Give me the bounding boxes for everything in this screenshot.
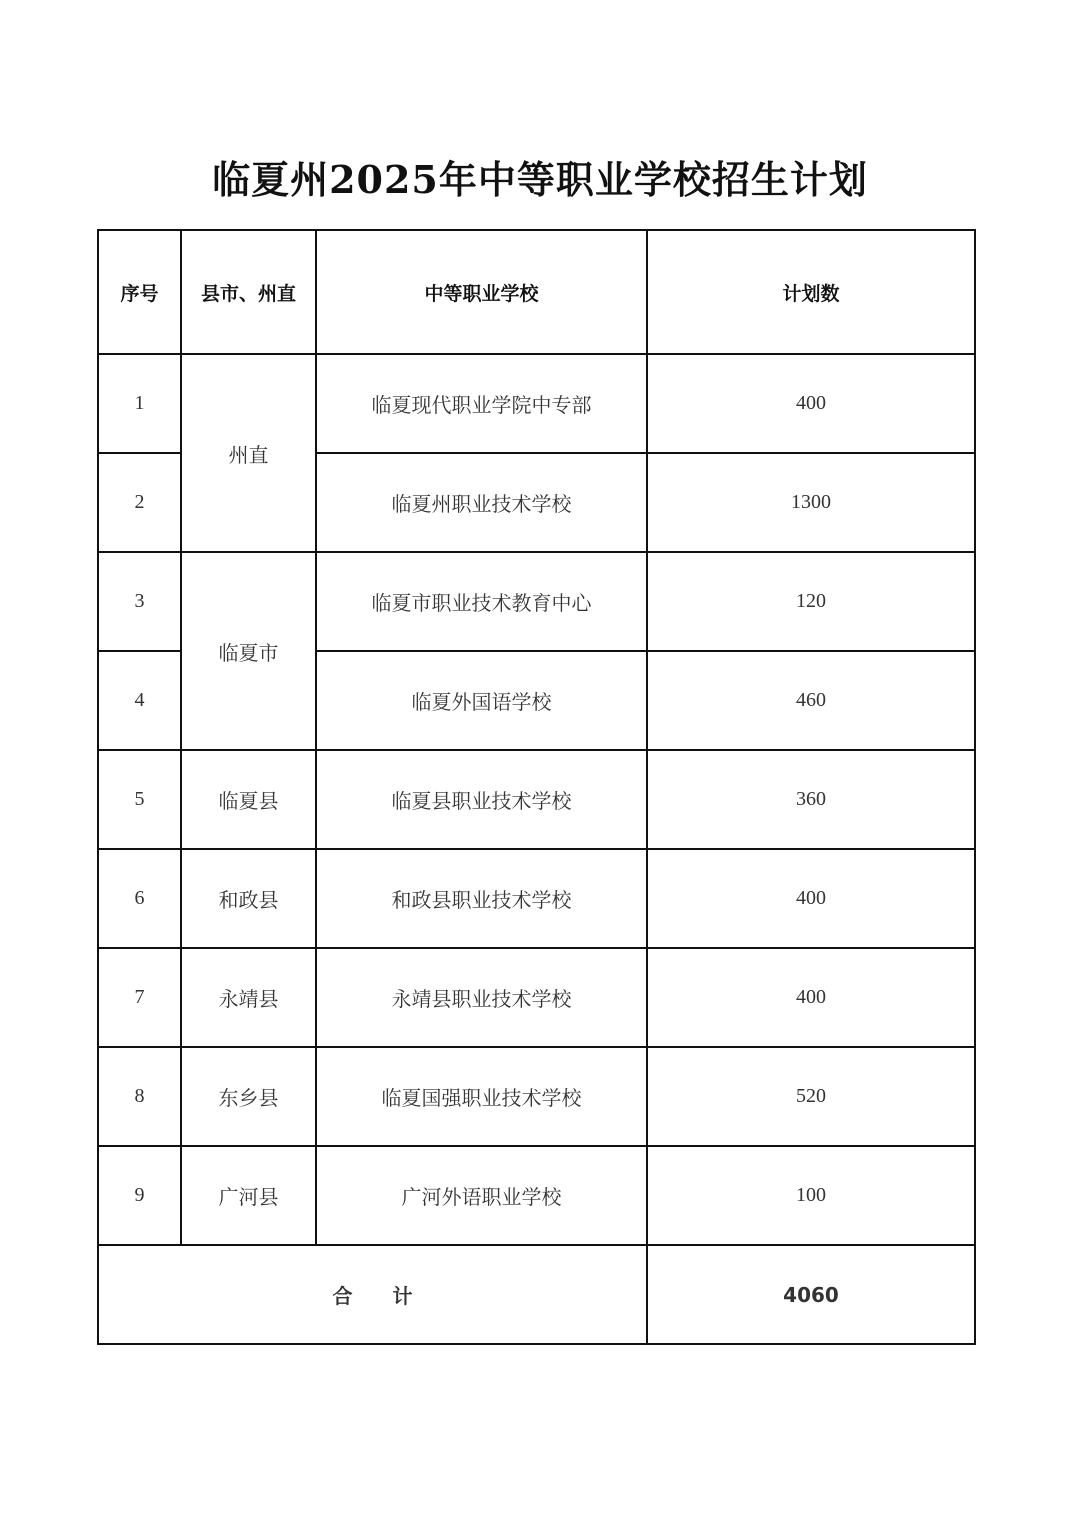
row-region: 东乡县 <box>181 1047 316 1146</box>
row-region: 临夏县 <box>181 750 316 849</box>
table-row <box>98 1047 975 1146</box>
table-row <box>98 552 975 651</box>
row-region: 临夏市 <box>181 552 316 750</box>
row-region: 和政县 <box>181 849 316 948</box>
row-plan: 400 <box>647 849 975 948</box>
row-index: 9 <box>98 1146 181 1245</box>
total-label: 合计 <box>332 1284 453 1308</box>
row-school: 永靖县职业技术学校 <box>316 948 647 1047</box>
table-header-row <box>98 230 975 354</box>
row-index: 7 <box>98 948 181 1047</box>
row-school: 广河外语职业学校 <box>316 1146 647 1245</box>
table-row <box>98 1146 975 1245</box>
row-index: 8 <box>98 1047 181 1146</box>
row-school: 临夏外国语学校 <box>316 651 647 750</box>
row-school: 和政县职业技术学校 <box>316 849 647 948</box>
row-plan: 460 <box>647 651 975 750</box>
header-region: 县市、州直 <box>181 230 316 354</box>
page-title: 临夏州2025年中等职业学校招生计划 <box>212 157 868 202</box>
table-row <box>98 849 975 948</box>
total-label-cell <box>98 1245 647 1344</box>
row-index: 2 <box>98 453 181 552</box>
row-plan: 100 <box>647 1146 975 1245</box>
header-index: 序号 <box>98 230 181 354</box>
row-plan: 120 <box>647 552 975 651</box>
row-plan: 360 <box>647 750 975 849</box>
total-value: 4060 <box>647 1245 975 1344</box>
header-plan: 计划数 <box>647 230 975 354</box>
row-school: 临夏市职业技术教育中心 <box>316 552 647 651</box>
row-plan: 400 <box>647 948 975 1047</box>
row-index: 4 <box>98 651 181 750</box>
row-school: 临夏国强职业技术学校 <box>316 1047 647 1146</box>
row-region: 州直 <box>181 354 316 552</box>
row-school: 临夏县职业技术学校 <box>316 750 647 849</box>
table-row <box>98 354 975 453</box>
total-row <box>98 1245 975 1344</box>
row-region: 广河县 <box>181 1146 316 1245</box>
table-row <box>98 750 975 849</box>
row-index: 5 <box>98 750 181 849</box>
row-index: 1 <box>98 354 181 453</box>
row-plan: 400 <box>647 354 975 453</box>
row-school: 临夏现代职业学院中专部 <box>316 354 647 453</box>
row-index: 3 <box>98 552 181 651</box>
table-row <box>98 948 975 1047</box>
enrollment-plan-table <box>97 229 976 1345</box>
row-region: 永靖县 <box>181 948 316 1047</box>
header-school: 中等职业学校 <box>316 230 647 354</box>
row-school: 临夏州职业技术学校 <box>316 453 647 552</box>
row-index: 6 <box>98 849 181 948</box>
row-plan: 1300 <box>647 453 975 552</box>
row-plan: 520 <box>647 1047 975 1146</box>
